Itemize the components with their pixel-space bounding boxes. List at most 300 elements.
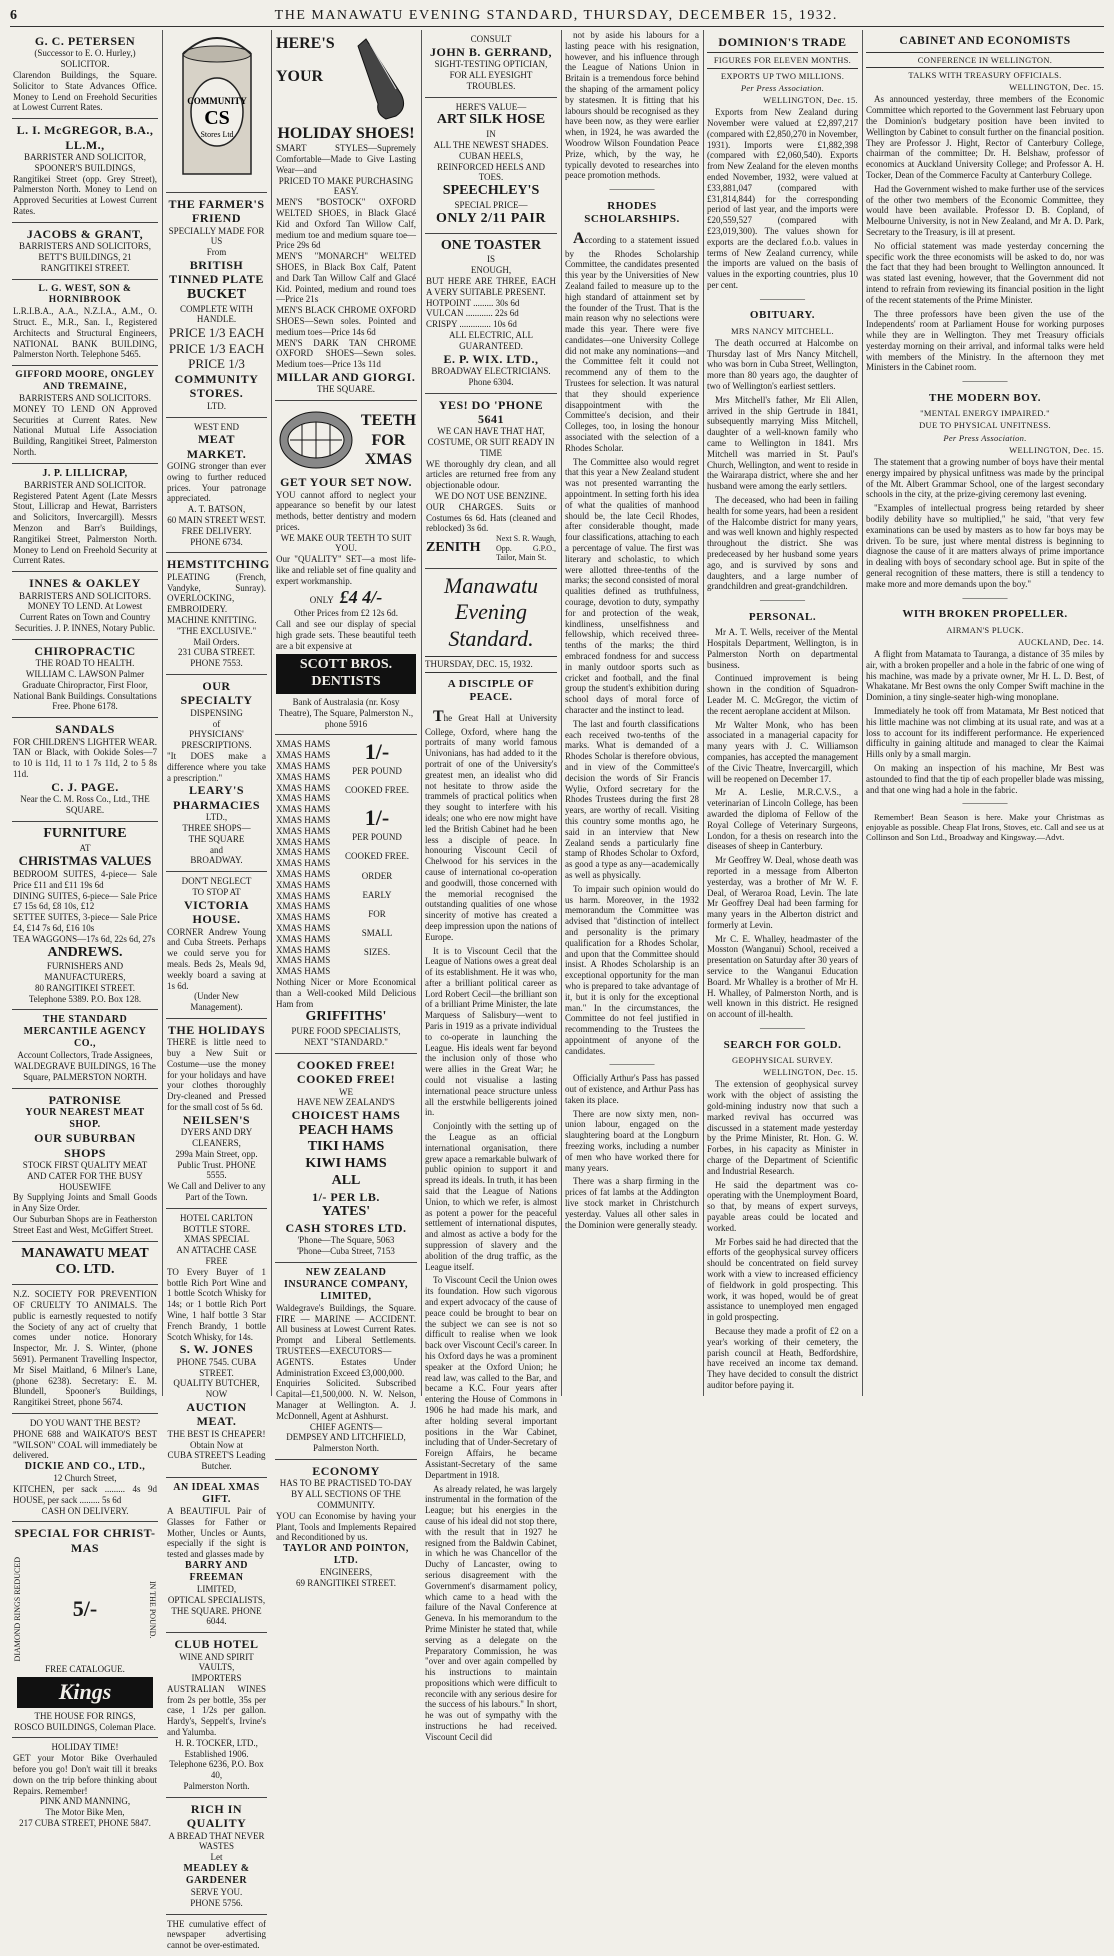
cabinet-headline: CABINET AND ECONOMISTS [899, 35, 1071, 47]
ad-line: PER POUND [352, 765, 402, 776]
editorial-continued [565, 30, 699, 181]
ad-firm: MEADLEY & GARDENER [183, 1863, 250, 1887]
paragraph: According to a statement issued by the Rhodes Scholarship Committee, the candidates presented this year by the Universities of New Zealand failed to measure up to the high standard of attainment set by the founder of the Trust. That is the main reason why no selections were made this year. There were five candidates—one University College did not make any nominations—and the Committee felt it could not recommend any of them to the Trustees for selection. It was natural that they should experience disappointment with the Committee's decision, and their Colleges, too, in losing the honour associated with the selection of a Rhodes Scholar. [565, 230, 699, 453]
ad-wix-toasters [425, 234, 557, 394]
ham-list-item: XMAS HAMS [276, 739, 331, 750]
ad-firm: TAYLOR AND POINTON, LTD. [283, 1543, 409, 1567]
ad-standard-mercantile [12, 1010, 158, 1088]
ad-title: SPECIAL FOR CHRIST- [14, 1526, 156, 1541]
dateline: WELLINGTON, Dec. 15. [1009, 82, 1104, 93]
ad-title: GIFFORD MOORE, ONGLEY AND TREMAINE, [15, 370, 155, 392]
ad-body: Clarendon Buildings, the Square. Solicitor to State Advances Office. Money to Lend on Freehold Securities at Lowest Current Rates. [13, 69, 157, 113]
ad-firm: PINK AND MANNING, [39, 1796, 131, 1807]
ad-body: L.R.I.B.A., A.A., N.Z.I.A., A.M., O. Struct. E., M.R., San. I., Registered Architects and Structural Engineers, NATIONAL BANK BUILDING, Palmerston North. Telephone 5465. [13, 306, 157, 360]
column-2-ads [166, 30, 270, 1951]
ad-west [12, 280, 158, 367]
ad-line: BROADWAY ELECTRICIANS. [431, 365, 551, 376]
scott-bros-logo: SCOTT BROS. DENTISTS [276, 654, 416, 694]
paragraph: The death occurred at Halcombe on Thursday last of Mrs Nancy Mitchell, who was born in Cuba Street, Wellington, more than 80 years ago, the daughter of two of Wellington's earliest settlers. [707, 337, 858, 392]
ad-body: YOU can Economise by having your Plant, Tools and Implements Repaired and Reconditioned by us. [276, 1510, 416, 1543]
svg-text:COMMUNITY: COMMUNITY [187, 96, 247, 106]
ham-list-item: XMAS HAMS [276, 912, 331, 923]
column-rule [162, 30, 163, 1396]
ad-body: GOING stronger than ever owing to further reduced prices. Your patronage appreciated. [167, 461, 266, 504]
ad-body: WILLIAM C. LAWSON Palmer Graduate Chiropractor, First Floor, National Bank Buildings. Consultations Free. Phone 6178. [13, 668, 157, 712]
ad-nz-insurance [275, 1263, 417, 1460]
ad-manawatu-meat [12, 1242, 158, 1286]
press-credit: Per Press Association. [740, 82, 825, 93]
bucket-tin-illustration [167, 34, 267, 184]
paragraph: Mr Walter Monk, who has been associated in a managerial capacity for many years with J. C. Williamson companies, has accepted the management of the Civic Theatre, Invercargill, which will be reopened on December 17. [707, 719, 858, 784]
ad-line: FOR [368, 909, 386, 919]
ad-line: BRITISH TINNED PLATE [169, 257, 264, 287]
ad-body: GET your Motor Bike Overhauled before you go! Don't wait till it breaks down on the trip before thinking about Repairs. Remember! [13, 1753, 157, 1796]
ad-item: MEN'S "MONARCH" WELTED SHOES, in Black Box Calf, Patent and Dark Tan Willow Calf and Glacé Kid. Pointed, medium and round toes—Price 21s [276, 251, 416, 305]
ad-address: 60 MAIN STREET WEST. [167, 515, 266, 526]
ad-title: XMAS [364, 450, 412, 468]
ad-title: WEST END [193, 421, 240, 432]
ad-address: Palmerston North. [183, 1781, 250, 1792]
ham-list-item: XMAS HAMS [276, 750, 331, 761]
ad-body: Call and see our display of special high grade sets. These beautiful teeth are a bit expensive at [276, 619, 416, 651]
ad-furniture [12, 822, 158, 1011]
ad-line: AN ATTACHE CASE [176, 1245, 257, 1256]
ad-title: G. C. PETERSEN [34, 34, 136, 48]
editorial-date: THURSDAY, DEC. 15, 1932. [425, 656, 557, 673]
ad-zenith [425, 394, 557, 570]
ham-list-item: XMAS HAMS [276, 761, 331, 772]
paragraph: "Examples of intellectual progress being retarded by sheer bodily debility have so multiplied," he said, "that very few examinations can be used by masters as to how far boys may be driven. To be sure, just where mental distress is beginning to diagnose the cause of it are matters always of prime importance in dealing with boys of secondary school age. But in spite of the general recognition of these matters, there is still a tendency to make more and more demands upon the boy." [866, 503, 1104, 589]
ad-farmers-friend [166, 193, 267, 418]
ad-line: OUR SUBURBAN SHOPS [34, 1131, 136, 1160]
ad-line: Established 1906. [184, 1748, 249, 1759]
cabinet-subhead: CONFERENCE IN WELLINGTON. [866, 52, 1104, 68]
ad-address: THE SQUARE. PHONE 6044. [171, 1605, 262, 1627]
ad-title: COOKED FREE! [296, 1057, 396, 1072]
ad-gerrand [425, 30, 557, 98]
ad-teeth [275, 401, 417, 735]
trade-body: Exports from New Zealand during November were valued at £2,897,217 (compared with £2,850,270 in November, 1931). Imports were £1,882,398 (compared with £2,060,540). Exports from New Zealand for the eleven months ended November, 1932, were valued at £33,881,047 (compared with £31,814,844) for the corresponding period of last year, and the imports were £20,559,527 (compared with £23,019,300). The values shown for exports are the declared f.o.b. values in terms of New Zealand currency, while the imports are valued on the basis of values in the exporting countries, plus 10 per cent. [707, 107, 858, 290]
ad-body: YOU cannot afford to neglect your appearance so benefit by our latest methods, better dentistry and modern prices. [276, 489, 416, 532]
ad-phone: FREE DELIVERY. PHONE 6734. [181, 525, 252, 547]
ad-firm: YATES' [321, 1204, 371, 1220]
ad-body: FOR CHILDREN'S LIGHTER WEAR. TAN or Black, with Ookide Soles—7 to 10 is 11d, 11 to 1 7s 11d, 2 to 5 8s 11d. [13, 736, 157, 779]
ad-line: COOKED FREE. [344, 784, 409, 795]
ad-price: £4 4/- [339, 586, 383, 607]
ad-price: 1/- PER LB. [312, 1189, 380, 1204]
kings-logo: Kings [17, 1677, 153, 1707]
ad-role: THE ROAD TO HEALTH. [35, 658, 135, 669]
gold-headline: SEARCH FOR GOLD. [723, 1038, 842, 1051]
ad-community-tin [166, 30, 267, 193]
modern-boy-body [866, 457, 1104, 590]
ad-meadley-gardener [166, 1798, 267, 1915]
ad-lillicrap [12, 464, 158, 572]
ad-phone: 'Phone—The Square, 5063 [297, 1235, 395, 1246]
ad-firm: MILLAR AND GIORGI. [276, 369, 416, 384]
ad-body: OUR CHARGES. Suits or Costumes 6s 6d. Hats (cleaned and reblocked) 3s 6d. [426, 501, 556, 534]
paragraph: Mr Geoffrey W. Deal, whose death was reported in a message from Alberton yesterday, was a brother of Mr W. F. Deal, of Weraroa Road, Levin. The late Mr Geoffrey Deal had been farming for many years in the Alberton district and formerly at Levin. [707, 855, 858, 930]
ad-title: J. P. LILLICRAP, [42, 467, 128, 479]
ad-address: Palmerston North. [313, 1443, 379, 1454]
ad-title: VICTORIA HOUSE. [183, 897, 250, 927]
ad-note: (Under New Management). [190, 991, 243, 1013]
ad-line: CHOICEST HAMS [291, 1108, 401, 1123]
ad-line: SIGHT-TESTING OPTICIAN, [434, 59, 548, 70]
ad-line: PER POUND [352, 831, 402, 842]
ad-line: SETTEE SUITES, 3-piece— Sale Price £4, £14 7s 6d, £16 10s [13, 912, 157, 933]
ad-title: CLUB HOTEL [174, 1637, 259, 1652]
ad-firm: BARRY AND FREEMAN [185, 1559, 248, 1583]
ad-line: PRICED TO MAKE PURCHASING EASY. [278, 175, 414, 197]
ad-phone: 'Phone—Cuba Street, 7153 [297, 1246, 395, 1257]
ad-role: BARRISTERS AND SOLICITORS. [18, 590, 152, 601]
paragraph: Mr Forbes said he had directed that the efforts of the geophysical survey officers should be concentrated on field survey work with a view to increased efficiency of fieldwork in gold prospecting. This work, it was hoped, would be of great assistance to unemployed men engaged in gold prospecting. [707, 1236, 858, 1323]
ad-line: COMPLETE WITH HANDLE. [179, 303, 254, 325]
paragraph: On making an inspection of his machine, Mr Best was astounded to find that the tip of each propeller blade was missing, and that one wing had a hole in the fabric. [866, 762, 1104, 795]
ad-firm: A. T. BATSON, [187, 504, 246, 515]
ad-line: QUALITY BUTCHER, [173, 1378, 260, 1389]
paragraph: The three professors have been given the use of the Independents' room at Parliament House for working purposes while they are in Wellington. They met Treasury officials yesterday morning on their arrival, and informal talks were held with members of the Ministry. In the afternoon they met Ministers in the Cabinet room. [866, 308, 1104, 373]
column-6: DOMINION'S TRADE FIGURES FOR ELEVEN MONTHS. EXPORTS UP TWO MILLIONS. Per Press Association. WELLINGTON, Dec. 15. Exports from New Zealand during November were valued at £2,897,217 (compared with £2,850,270 in November, 1931). Imports were £1,882,398 (compared with £2,060,540). Exports from New Zealand for the eleven months ended November, 1932, were valued at £33,881,047 (compared with £31,814,844) for the corresponding period of last year, and the imports were £20,559,527 (compared with £23,019,300). The values shown for exports are the declared f.o.b. values in terms of New Zealand currency, while the imports are valued on the basis of values in the exporting countries, plus 10 per cent. ————— OBITUARY. MRS NANCY MITCHELL. The death occurred at Halcombe on Thursday last of Mrs Nancy Mitchell, who was born in Cuba Street, Wellington, more than 80 years ago, the daughter of two of Wellington's earliest settlers. Mrs Mitchell's father, Mr Eli Allen, arrived in the ship Gertrude in 1841, subsequently marrying Miss Mitchell, daughter of a well-known family who came to Wellington in 1841. Mrs Mitchell was married in St. Paul's Church, Wellington, and went to reside in the Wairarapa district, where she and her husband were among the early settlers. The deceased, who had been in failing health for some years, had been a resident of the Halcombe district for many years, and was well known and highly respected throughout the district. She was predeceased by her husband some years ago, and is survived by sons and daughters, and a large number of grandchildren and great-grandchildren. ————— PERSONAL. Mr A. T. Wells, receiver of the Mental Hospitals Department, Wellington, is in Palmerston North on departmental business. Continued improvement is being shown in the condition of Squadron-Leader M. C. McGregor, the victim of the recent aeroplane accident at Milson. Mr Walter Monk, who has been associated in a managerial capacity for many years with J. C. Williamson companies, has accepted the management of the Civic Theatre, Invercargill, which will be reopened on December 17. Mr A. Leslie, M.R.C.V.S., a veterinarian of Lincoln College, has been awarded the diploma of Fellow of the Royal College of Veterinary Surgeons, London, for a thesis on research into the diseases of sheep in Canterbury. Mr Geoffrey W. Deal, whose death was reported in a message from Alberton yesterday, was a brother of Mr W. F. Deal, of Weraroa Road, Levin. The late Mr Geoffrey Deal had been farming for many years in the Alberton district and formerly at Levin. Mr C. E. Whalley, headmaster of the Mosston (Wanganui) School, received a presentation on Saturday after 30 years of service to the Wanganui Education Board. Mr Whalley is a brother of Mr H. H. Whalley, of Palmerston North, and is well known in this district. He resigned on account of ill-health. ————— SEARCH FOR GOLD. GEOPHYSICAL SURVEY. WELLINGTON, Dec. 15. The extension of geophysical survey work with the object of assisting the gold-mining industry now that such a marked revival has occurred was discussed in a statement made yesterday by the Prime Minister, Rt. Hon. G. W. Forbes, in his capacity as Minister in charge of the Department of Scientific and Industrial Research. He said the department was co-operating with the Unemployment Board, so that, by means of expert surveys, payable areas could be located and worked. Mr Forbes said he had directed that the efforts of the geophysical survey officers should be concentrated on field survey work with a view to increased efficiency of fieldwork in gold prospecting. This work, it was hoped, would be of great assistance to unemployed men engaged in gold prospecting. Because they made a profit of £2 on a year's working of their cemetery, the parish council at Heath, Bedfordshire, have received an income tax demand. They have decided to consult the district auditor before paying it. [707, 35, 858, 1390]
ad-line: TIKI HAMS [307, 1139, 385, 1155]
ad-price: 1/- [364, 805, 390, 831]
ad-item: HOTPOINT ......... 30s 6d [426, 297, 520, 308]
ham-list-item: XMAS HAMS [276, 847, 331, 858]
ad-address: The Motor Bike Men, [45, 1807, 125, 1818]
column-1-ads [12, 30, 158, 1828]
paragraph: The Great Hall at University College, Oxford, where hang the portraits of many world famous Univonians, has had added to it the portrait of one of the University's greatest men, an idealist who did not hesitate to throw aside the trammels of practical politics when they sought to interfere with his ideals; one who ere now might have led the British Cabinet had he been less a disciple of peace. In honouring Viscount Cecil of Chelwood for his services in the cause of international co-operation and goodwill, those concerned with the memorial recognised the outstanding qualities of one whose sincerity of motive has created a deep impression upon the nations of Europe. [425, 708, 557, 942]
ad-line: CUBAN HEELS, [458, 150, 523, 161]
ad-body: Enquiries Solicited. Subscribed Capital—£1,500,000. N. W. Nelson, Manager at Wellington. A. J. McDonnell, Agent at Ashhurst. [276, 1378, 416, 1421]
ad-title: YES! DO 'PHONE 5641 [438, 397, 544, 426]
ad-body: Nothing Nicer or More Economical than a Well-cooked Mild Delicious Ham from [276, 976, 416, 1009]
ad-address: 69 RANGITIKEI STREET. [295, 1578, 397, 1588]
ad-address: 80 RANGITIKEI STREET. [34, 982, 136, 993]
ad-price: PRICE 1/3 [188, 356, 245, 372]
paragraph: Continued improvement is being shown in the condition of Squadron-Leader M. C. McGregor, the victim of the recent aeroplane accident at Milson. [707, 673, 858, 716]
ad-phone: 217 CUBA STREET, PHONE 5847. [19, 1817, 151, 1828]
paragraph: To Viscount Cecil the Union owes its foundation. How such vigorous and expert advocacy of the cause of peace could be brought to bear on the subject we can see is not so difficult to realise when we look back over Viscount Cecil's career. In his Oxford days he was a prominent speaker at the Oxford Union; he read law, was called to the Bar, and became a K.C. Four years after entering the House of Commons in 1906 he had made his mark, and after holding several important positions in the War Cabinet, including that of Under-Secretary of Foreign Affairs, he became Assistant-Secretary of the same Department in 1918. [425, 1275, 557, 1480]
paragraph: A flight from Matamata to Tauranga, a distance of 35 miles by air, with a broken propeller and a hole in the fabric of one wing of his machine, was made by a private owner, Mr H. L. D. Best, of Whakatane. Mr Best owns the only Comper Swift machine in the Dominion, a tiny single-seater high-wing monoplane. [866, 648, 1104, 703]
cabinet-body [866, 94, 1104, 373]
ad-note: FREE CATALOGUE. [45, 1663, 125, 1674]
ad-title: HERE'S VALUE— [455, 101, 527, 112]
paragraph: It is to Viscount Cecil that the League of Nations owes a great deal of its establishment. He it was who, after a brilliant political career as Lord Robert Cecil—the brilliant son of a brilliant Prime Minister, the late Marquess of Salisbury—went to Paris in 1919 as a private individual to co-operate in launching the League. His ideals went far beyond the inclusion only of those who were allies in the Great War; he could not visualise a lasting international peace structure unless all the erstwhile belligerents joined in. [425, 945, 557, 1118]
ad-item: MEN'S "BOSTOCK" OXFORD WELTED SHOES, in Black Glacé Kid and Oxford Tan Willow Calf, medium toe and medium square toe—Price 29s 6d [276, 197, 416, 251]
paragraph: As announced yesterday, three members of the Economic Committee which reported to the Government last February upon the Dominion's budgetary position have been invited to Wellington by Cabinet to consult further on the financial position. They are Professor J. Hight, Rector of Canterbury College, chairman of the committee; Dr. H. Belshaw, professor of economics at Auckland University College; and Professor A. H. Tocker, Dean of the Commerce Faculty at Canterbury College. [866, 94, 1104, 180]
ad-firm: SPEECHLEY'S [442, 183, 540, 199]
ad-headline: HOLIDAY SHOES! [277, 125, 415, 142]
gold-subhead: GEOPHYSICAL SURVEY. [732, 1055, 833, 1066]
ad-firm: DEMPSEY AND LITCHFIELD, [286, 1432, 406, 1443]
ad-firm: JOHN B. GERRAND, [429, 44, 552, 59]
ad-body: SMART STYLES—Supremely Comfortable—Made to Give Lasting Wear—and [276, 143, 416, 175]
ham-list-item: XMAS HAMS [276, 858, 331, 869]
ad-body: Our Suburban Shops are in Featherston Street East and West, McGiffert Street. [13, 1214, 157, 1235]
ad-body: BUT HERE ARE THREE, EACH A VERY SUITABLE PRESENT. [426, 275, 556, 297]
filler-cumulative [166, 1915, 267, 1956]
trade-subhead: FIGURES FOR ELEVEN MONTHS. [707, 52, 858, 68]
ad-line: BROADWAY. [190, 855, 243, 866]
ad-firm: C. J. PAGE. [51, 779, 119, 794]
ad-body: PHONE 688 and WAIKATO'S BEST "WILSON" COAL will immediately be delivered. [13, 1428, 157, 1461]
ad-body: MONEY TO LEND ON Approved Securities at Current Rates. New National Mutual Life Association Building, Rangitikei Street, Palmerston North. [13, 403, 157, 458]
ad-title: COOKED FREE! [296, 1072, 396, 1087]
svg-text:Stores Ltd: Stores Ltd [200, 130, 234, 139]
ad-title: HOTEL CARLTON BOTTLE STORE. [180, 1212, 253, 1234]
ad-line: WE MAKE OUR TEETH TO SUIT YOU. [280, 532, 412, 554]
ad-firm: THE HOUSE FOR RINGS, [34, 1710, 136, 1721]
ad-role: BARRISTERS AND SOLICITORS. [18, 393, 152, 404]
ad-title: L. I. McGREGOR, B.A., LL.M., [16, 123, 154, 152]
column-rule [421, 30, 422, 1396]
ad-title: YOUR [276, 68, 324, 86]
ad-body: A BEAUTIFUL Pair of Glasses for Father or Mother, Uncles or Aunts, especially if the sight is tested and glasses made by [167, 1505, 266, 1560]
paragraph: Mr A. T. Wells, receiver of the Mental Hospitals Department, Wellington, is in Palmerston North on departmental business. [707, 627, 858, 670]
modern-boy-subhead: DUE TO PHYSICAL UNFITNESS. [919, 420, 1051, 431]
ad-firm: DICKIE AND CO., LTD., [24, 1461, 146, 1473]
ad-title: TEETH [360, 412, 416, 430]
ad-body: BETT'S BUILDINGS, 21 RANGITIKEI STREET. [38, 251, 132, 273]
ad-line: REINFORCED HEELS AND TOES. [436, 161, 545, 183]
ad-learys [166, 675, 267, 872]
ad-item: MEN'S BLACK CHROME OXFORD SHOES—Sewn soles. Pointed and medium toes—Price 14s 6d [276, 305, 416, 337]
ad-line: THE SQUARE [188, 833, 245, 844]
ad-phone: PHONE 7545. CUBA STREET. [176, 1356, 257, 1378]
ad-line: SPECIALLY MADE FOR US [168, 225, 265, 247]
ad-item: CRISPY .............. 10s 6d [426, 319, 517, 330]
paragraph: No official statement was made yesterday concerning the specific work the three economists will be asked to do, nor was the fact that they had been brought to Wellington announced. It was stated last evening, however, that the Government did not intend to refrain from reviewing its financial position in the light of the recent statements of the Prime Minister. [866, 240, 1104, 305]
ad-price: 5/- [72, 1596, 98, 1622]
paragraph: The statement that a growing number of boys have their mental energy impaired by physical unfitness was made by the principal of the Mt. Albert Grammar School, one of the largest secondary schools in the city, at the prize-giving ceremony last evening. [866, 457, 1104, 500]
ad-line: EARLY [362, 890, 392, 901]
ad-note: We Call and Deliver to any Part of the Town. [167, 1181, 266, 1203]
ad-title: MEAT MARKET. [186, 432, 247, 461]
ad-title: THE FARMER'S FRIEND [168, 196, 265, 226]
ad-title: MAS [70, 1540, 100, 1555]
ad-line: ENGINEERS, [319, 1567, 373, 1578]
ad-phone: Telephone 6236, P.O. Box 40, [169, 1759, 264, 1781]
ad-line: ORDER [361, 871, 393, 882]
ad-item: VULCAN ............ 22s 6d [426, 308, 519, 319]
ad-line: YOUR NEAREST MEAT SHOP. [25, 1107, 145, 1131]
paragraph: He said the department was co-operating with the Unemployment Board, so that, by means of expert surveys, payable areas could be located and worked. [707, 1179, 858, 1233]
ad-phone: Phone 6304. [468, 376, 514, 387]
ad-line: and [210, 844, 223, 855]
ad-firm: "THE EXCLUSIVE." [176, 625, 257, 636]
ad-firm-sub: FURNISHERS AND MANUFACTURERS, [44, 961, 126, 983]
ad-title: FOR [371, 431, 406, 449]
ad-role: BARRISTER AND SOLICITOR, SPOONER'S BUILDINGS, [23, 151, 147, 173]
newspaper-flag: Manawatu Evening Standard. [443, 573, 539, 651]
ad-neilsens [166, 1019, 267, 1209]
ad-firm-sub: LIMITED, [196, 1583, 237, 1594]
ad-firm: NEILSEN'S [182, 1112, 251, 1127]
ham-list-item: XMAS HAMS [276, 890, 331, 901]
paragraph: Immediately he took off from Matamata, Mr Best noticed that his little machine was not climbing at its usual rate, and was at a loss to account for its indifferent performance. He experienced difficulty in gaining altitude and managed to clear the Kaimai Hills only by a small margin. [866, 705, 1104, 760]
ad-subtitle: (Successor to E. O. Hurley,) [34, 48, 136, 59]
ad-role: SOLICITOR. [60, 59, 110, 70]
ad-line: NOW [205, 1389, 228, 1400]
ad-phone: PHONE 5756. [190, 1897, 243, 1908]
ad-line: FREE [205, 1256, 228, 1267]
ad-victoria-house [166, 872, 267, 1019]
ad-role: BARRISTERS AND SOLICITORS, [18, 241, 152, 252]
ad-firm-sub: CASH STORES LTD. [285, 1220, 407, 1235]
ad-body: Account Collectors, Trade Assignees, WALDEGRAVE BUILDINGS, 16 The Square, PALMERSTON NORTH. [14, 1050, 156, 1083]
ad-line: HAVE NEW ZEALAND'S [297, 1097, 395, 1108]
ad-line: SERVE YOU. [190, 1887, 243, 1898]
dateline: AUCKLAND, Dec. 14. [1018, 636, 1104, 647]
ad-line: ALL [331, 1172, 361, 1188]
ad-mcgregor [12, 119, 158, 223]
ad-line: WINE AND SPIRIT [179, 1651, 254, 1662]
ad-line: OPTICAL SPECIALISTS, [167, 1594, 266, 1605]
rhodes-headline: RHODES SCHOLARSHIPS. [584, 199, 680, 226]
ad-title: OUR SPECIALTY [180, 679, 253, 708]
ad-item: MEN'S DARK TAN CHROME OXFORD SHOES—Sewn soles. Medium toes—Price 13s 11d [276, 337, 416, 370]
ad-innes [12, 572, 158, 640]
propeller-body [866, 649, 1104, 795]
ad-address: ROSCO BUILDINGS, Coleman Place. [14, 1721, 156, 1732]
ad-title: THE HOLIDAYS [167, 1022, 266, 1037]
ad-body: PLEATING (French, Vandyke, Sunray). OVERLOCKING, EMBROIDERY. MACHINE KNITTING. [167, 571, 266, 626]
ham-list [276, 739, 336, 977]
ad-text: AT [79, 842, 91, 853]
ad-line: BEDROOM SUITES, 4-piece— Sale Price £11 and £11 19s 6d [13, 868, 157, 890]
ad-line: ONLY [309, 594, 334, 605]
ad-jacobs [12, 223, 158, 280]
rhodes-body [565, 229, 699, 1056]
ad-line: IMPORTERS [191, 1673, 242, 1684]
ad-firm: S. W. JONES [179, 1342, 254, 1357]
press-credit: Per Press Association. [943, 432, 1027, 443]
ad-title: AN IDEAL XMAS GIFT. [173, 1481, 260, 1505]
obituary-subhead: MRS NANCY MITCHELL. [731, 325, 834, 336]
news-brief: Officially Arthur's Pass has passed out of existence, and Arthur Pass has taken its place. [565, 1073, 699, 1105]
ad-side-text: DIAMOND RINGS REDUCED [13, 1557, 22, 1662]
ad-body: STOCK FIRST QUALITY MEAT AND CATER FOR THE BUSY HOUSEWIFE [22, 1160, 148, 1192]
ad-title: L. G. WEST, SON & HORNIBROOK [38, 283, 132, 305]
paragraph: not by aside his labours for a lasting peace with his resignation, however, and his influence through the League of Nations Union in Britain is a tremendous force behind the shaping of the armament policy by statesmen. It is fitting that his labours should be recognised as they have been now, as they were earlier when, in 1924, he was awarded the Woodrow Wilson Foundation Peace Prize, which, by the way, he typically devoted to researches into peace promotion methods. [565, 30, 699, 181]
ad-line: FOR ALL EYESIGHT TROUBLES. [449, 69, 533, 91]
ad-line: CUBA STREET'S Leading Butcher. [167, 1450, 266, 1472]
ad-firm-sub: LTD. [207, 400, 226, 411]
ad-carlton [166, 1209, 267, 1478]
ham-list-item: XMAS HAMS [276, 804, 331, 815]
paragraph: Because they made a profit of £2 on a year's working of their cemetery, the parish council at Heath, Bedfordshire, have received an income tax demand. They have decided to consult the district auditor before paying it. [707, 1325, 858, 1390]
propeller-subhead: AIRMAN'S PLUCK. [946, 624, 1024, 635]
ad-body: "It DOES make a difference where you take a prescription." [167, 750, 266, 783]
ad-title: CHIROPRACTIC [34, 643, 136, 658]
page-number: 6 [10, 8, 19, 23]
ad-line: THE BEST IS CHEAPER! Obtain Now at [167, 1428, 266, 1450]
ad-firm: ANDREWS. [47, 944, 123, 960]
paragraph: Had the Government wished to make further use of the services of the other two members of the Economic Committee, they would have been available. Professor D. B. Copland, of Melbourne University, is not in New Zealand, and Mr A. D. Park, Secretary to the Treasury, is ill at present. [866, 183, 1104, 237]
ad-title: HERE'S [276, 35, 335, 52]
ad-firm: ZENITH [426, 540, 481, 556]
ad-title: JACOBS & GRANT, [26, 226, 144, 241]
ad-title: INNES & OAKLEY [29, 576, 141, 591]
propeller-headline: WITH BROKEN PROPELLER. [902, 608, 1068, 621]
paragraph: As already related, he was largely instrumental in the formation of the League; but his energies in the cause of his ideal did not stop there, with the result that in 1927 he resigned from the Baldwin Cabinet, in which he was Chancellor of the Duchy of Lancaster, owing to serious disagreement with the Government's disarmament policy, which came to a head with the failure of the Naval Conference at Geneva. In his memorandum to the Prime Minister he stated that, while serving as a delegate on the Preparatory Commission, he was "over and over again compelled by his instructions to maintain propositions which were difficult to reconcile with any serious desire for the success of his labours." In short, he was out of sympathy with the instructions he had received. Viscount Cecil did [425, 1483, 557, 1742]
ad-price: PRICE 1/3 EACH [168, 340, 265, 356]
ad-line: PEACH HAMS [298, 1122, 394, 1138]
ad-note: Mail Orders. [193, 636, 240, 647]
ad-title: DON'T NEGLECT [181, 876, 252, 887]
ad-headline: GET YOUR SET NOW. [280, 475, 412, 490]
ad-motor-bike [12, 1738, 158, 1833]
column-4 [425, 30, 557, 1742]
ad-body: AUSTRALIAN WINES from 2s per bottle, 35s per case, 1 1/2s per gallon. Hardy's, Seppelt's, Irvine's and Yalumba. [167, 1683, 266, 1738]
ad-firm: H. R. TOCKER, LTD., [175, 1737, 258, 1748]
column-7: CABINET AND ECONOMISTS CONFERENCE IN WELLINGTON. TALKS WITH TREASURY OFFICIALS. WELLINGTON, Dec. 15. As announced yesterday, three members of the Economic Committee which reported to the Government last February upon the Dominion's budgetary position have been invited to Wellington by Cabinet to consult further on the financial position. They are Professor J. Hight, Rector of Canterbury College, chairman of the committee; Dr. H. Belshaw, professor of economics at Auckland University College; and Professor A. H. Tocker, Dean of the Commerce Faculty at Canterbury College. Had the Government wished to make further use of the services of the other two members of the Economic Committee, they would have been available. Professor D. B. Copland, of Melbourne University, is not in New Zealand, and Mr A. D. Park, Secretary to the Treasury, is ill at present. No official statement was made yesterday concerning the specific work the three economists will be asked to do, nor was the fact that they had been brought to Wellington announced. It was stated last evening, however, that the Government did not intend to refrain from reviewing its financial position in the light of the recent statements of the Prime Minister. The three professors have been given the use of the Independents' room at Parliament House for working purposes while they are in Wellington. They met Treasury officials yesterday morning on their arrival, and informal talks were held with members of the Ministry. In the afternoon they met Ministers in the Cabinet room. ————— THE MODERN BOY. "MENTAL ENERGY IMPAIRED." DUE TO PHYSICAL UNFITNESS. Per Press Association. WELLINGTON, Dec. 15. The statement that a growing number of boys have their mental energy impaired by physical unfitness was made by the principal of the Mt. Albert Grammar School, one of the largest secondary schools in the city, at the prize-giving ceremony last evening. "Examples of intellectual progress being retarded by sheer bodily debility have so multiplied," he said, "that very few examinations can be used by masters as to how far boys may be driven. To be sure, just where mental distress is beginning to diagnose the cause of it are matters always of prime importance in dealing with boys of secondary school age. But in spite of the general recognition of these matters, there is still a tendency to make more and more demands upon the boy." ————— WITH BROKEN PROPELLER. AIRMAN'S PLUCK. AUCKLAND, Dec. 14. A flight from Matamata to Tauranga, a distance of 35 miles by air, with a broken propeller and a hole in the fabric of one wing of his machine, was made by a private owner, Mr H. L. D. Best, of Whakatane. Mr Best owns the only Comper Swift machine in the Dominion, a tiny single-seater high-wing monoplane. Immediately he took off from Matamata, Mr Best noticed that his little machine was not climbing at its usual rate, and was at a loss to account for its indifferent performance. He experienced difficulty in gaining altitude and managed to clear the Kaimai Hills only by a small margin. On making an inspection of his machine, Mr Best was astounded to find that the tip of each propeller blade was missing, and that one wing had a hole in the fabric. ————— Remember! Bean Season is here. Make your Christmas as enjoyable as possible. Cheap Flat Irons, Stoves, etc. Call and see us at Collinson and Son Ltd., Broadway and Kingsway.—Advt. [866, 35, 1104, 843]
ad-firm-sub: LTD., [205, 812, 228, 823]
ad-line: CHIEF AGENTS— [309, 1421, 383, 1432]
ad-address: NEXT "STANDARD." [304, 1036, 388, 1047]
paragraph: The Committee also would regret that this year a New Zealand student was not presented warranting the appointment. In setting forth his idea of what the qualities of manhood should be, the late Cecil Rhodes, after considerable thought, made four classifications, attaching to each a percentage of value. The first was literary and scholastic, to which were allotted three-tenths of the marks; the second consisted of moral qualities defined as truthfulness, courage, devotion to duty, sympathy for and protection of the weak, kindliness, unselfishness and fellowship, which received three-tenths of the marks; the third embraced fondness for and success in manly outdoor sports such as cricket and football, and the final group the student's exhibition during school days of moral force of character and the instinct to lead. [565, 456, 699, 715]
ad-barry-freeman [166, 1478, 267, 1633]
masthead-title: THE MANAWATU EVENING STANDARD, THURSDAY, DECEMBER 15, 1932. [274, 8, 838, 23]
gold-body [707, 1079, 858, 1390]
ad-body: Rangitikei Street (opp. Grey Street), Palmerston North. Money to Lend on Approved Securities at Lowest Current Rates. [13, 173, 157, 216]
column-rule [271, 30, 272, 1396]
ad-line: Other Prices from £2 12s 6d. [294, 608, 398, 619]
ham-list-item: XMAS HAMS [276, 836, 331, 847]
ad-line: DINING SUITES, 6-piece— Sale Price £7 15s 6d, £8 10s, £12 [13, 890, 157, 912]
ad-speechley [425, 98, 557, 234]
dateline: WELLINGTON, Dec. 15. [1009, 444, 1104, 455]
ad-title: CONSULT [470, 34, 512, 44]
ad-prices: KITCHEN, per sack ......... 4s 9d HOUSE, per sack ......... 5s 6d [13, 1483, 157, 1505]
ad-title: ECONOMY [312, 1464, 380, 1479]
ad-address: Bank of Australasia (nr. Kosy Theatre), The Square, Palmerston N., phone 5916 [278, 697, 414, 729]
ham-list-item: XMAS HAMS [276, 879, 331, 890]
ad-line: XMAS SPECIAL [184, 1234, 249, 1245]
ad-sandals [12, 718, 158, 822]
ad-headline: WE CAN HAVE THAT HAT, COSTUME, OR SUIT READY IN TIME [427, 426, 555, 458]
ham-list-item: XMAS HAMS [276, 825, 331, 836]
modern-boy-subhead: "MENTAL ENERGY IMPAIRED." [920, 408, 1050, 419]
ad-title: NEW ZEALAND INSURANCE COMPANY, LIMITED, [283, 1266, 408, 1302]
ad-line: SMALL [361, 927, 393, 938]
ham-list-item: XMAS HAMS [276, 771, 331, 782]
paragraph: Mr A. Leslie, M.R.C.V.S., a veterinarian of Lincoln College, has been awarded the diploma of Fellow of the Royal College of Veterinary Surgeons, London, for a thesis on research into the diseases of sheep in Canterbury. [707, 787, 858, 852]
dateline: WELLINGTON, Dec. 15. [763, 94, 858, 105]
obituary-body [707, 338, 858, 592]
ad-line: WE [339, 1086, 353, 1097]
paragraph: The deceased, who had been in failing health for some years, had been a resident of the Halcombe district for many years, and was well known and highly respected throughout the district. She was predeceased by her husband some years ago, and is survived by sons and daughters, and a large number of grandchildren and great-grandchildren. [707, 495, 858, 592]
ad-body: Our "QUALITY" SET—a most life-like and reliable set of fine quality and expert workmanship. [276, 554, 416, 586]
ad-coal [12, 1414, 158, 1522]
ad-headline: ART SILK HOSE [436, 112, 546, 128]
news-brief: There are now sixty men, non-union labour, engaged on the slaughtering board at the Longburn freezing works, including a number of men who have worked there for many years. [565, 1108, 699, 1173]
personal-body [707, 627, 858, 1020]
ad-address: 231 CUBA STREET. PHONE 7553. [177, 647, 256, 669]
ad-line: KIWI HAMS [305, 1156, 387, 1172]
ad-line: TEA WAGGONS—17s 6d, 22s 6d, 27s [13, 933, 156, 944]
ham-list-item: XMAS HAMS [276, 922, 331, 933]
ad-line: COOKED FREE. [344, 850, 409, 861]
ad-chiropractic [12, 640, 158, 718]
ad-title: FURNITURE [43, 825, 127, 841]
ad-line: SIZES. [363, 946, 391, 957]
ad-side-text: IN THE POUND. [147, 1580, 157, 1639]
cabinet-subhead: TALKS WITH TREASURY OFFICIALS. [908, 69, 1062, 80]
ad-body: N.Z. SOCIETY FOR PREVENTION OF CRUELTY TO ANIMALS. The public is earnestly requested to notify the Society of any act of cruelty that comes under notice. Honorary Inspector, Mr. J. S. Winter, (phone 5691). Permanent Travelling Inspector, Mr Sisel Maitland, 6 Milner's Lane, (phone 6238). Secretary: E. M. Blundell, Spooner's Buildings, Rangitikei Street, phone 5674. [13, 1289, 157, 1408]
ad-title: ONE TOASTER [440, 237, 542, 253]
